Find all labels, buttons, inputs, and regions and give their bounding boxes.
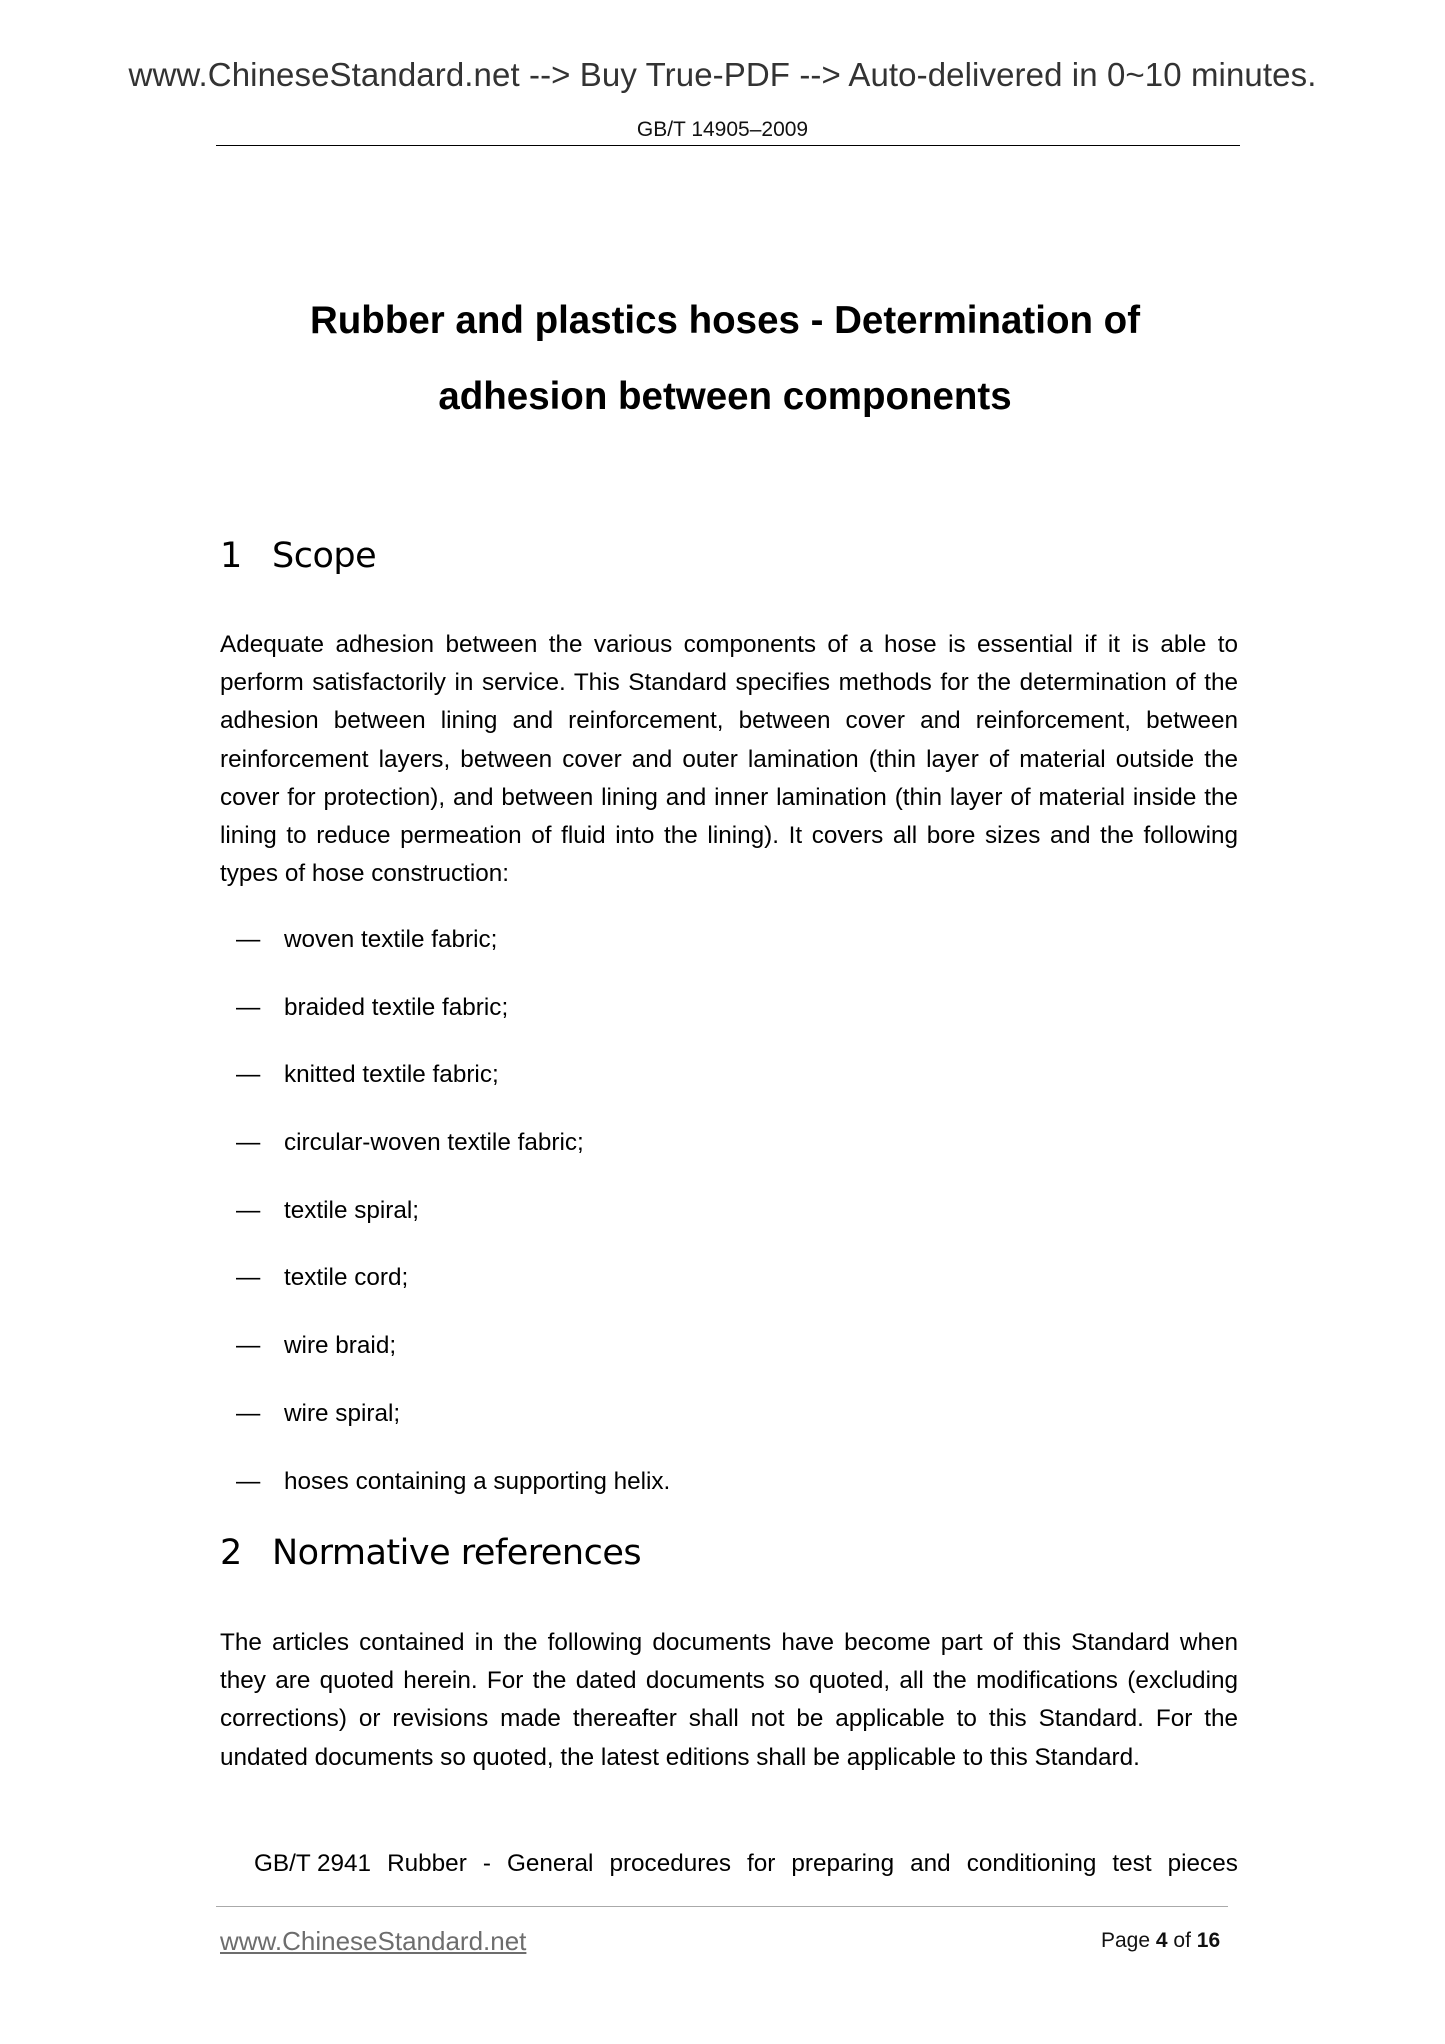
reference-word: General <box>506 1850 594 1877</box>
section-heading-normative-references <box>220 1533 641 1573</box>
dash-bullet: — <box>236 1467 261 1495</box>
reference-word: test <box>1112 1850 1152 1877</box>
reference-code: GB/T 2941 <box>254 1850 372 1877</box>
dash-bullet: — <box>236 993 261 1021</box>
reference-word: - <box>482 1850 491 1877</box>
total-pages: 16 <box>1196 1929 1221 1952</box>
header-divider <box>216 145 1240 146</box>
reference-word: preparing <box>791 1850 895 1877</box>
dash-bullet: — <box>236 1061 261 1089</box>
top-banner: www.ChineseStandard.net --> Buy True-PDF --> Auto-delivered in 0~10 minutes. <box>128 56 1317 93</box>
page-number: Page 4 of 16 <box>1101 1929 1221 1952</box>
dash-bullet: — <box>236 1264 261 1292</box>
dash-bullet: — <box>236 926 261 953</box>
dash-bullet: — <box>236 1399 261 1427</box>
normative-reference-gbt-2941 <box>254 1845 1238 1883</box>
section-title: Scope <box>272 536 377 576</box>
dash-bullet: — <box>236 1332 261 1360</box>
reference-word: and <box>910 1850 951 1877</box>
reference-word: Rubber <box>387 1850 467 1877</box>
document-title-line-1: Rubber and plastics hoses - Determination of <box>309 299 1141 342</box>
section-title: Normative references <box>272 1533 642 1573</box>
dash-bullet: — <box>236 1196 261 1224</box>
scope-paragraph: Adequate adhesion between the various components of a hose is essential if it is able to perform satisfactorily in service. This Standard specifies methods for the determination of the adhesion between lining and reinforcement, between cover and reinforcement, between reinforcement layers, between cover and outer lamination (thin layer of material outside the cover for protection), and between lining and inner lamination (thin layer of material inside the lining to reduce permeation of fluid into the lining). It covers all bore sizes and the following types of hose construction: <box>220 631 1238 888</box>
footer-divider <box>216 1906 1228 1907</box>
standard-code: GB/T 14905–2009 <box>636 118 809 141</box>
section-number: 2 <box>220 1533 242 1573</box>
section-heading-scope <box>220 536 376 576</box>
footer-website-link[interactable]: www.ChineseStandard.net <box>220 1926 527 1956</box>
reference-word: pieces <box>1167 1850 1238 1877</box>
reference-word: for <box>747 1850 776 1877</box>
dash-bullet: — <box>236 1129 261 1157</box>
normative-paragraph: The articles contained in the following documents have become part of this Standard when they are quoted herein. For the dated documents so quoted, all the modifications (excluding corrections) or revisions made thereafter shall not be applicable to this Standard. For the undated documents so quoted, the latest editions shall be applicable to this Standard. <box>220 1629 1238 1771</box>
document-title-line-2: adhesion between components <box>438 375 1012 418</box>
reference-word: procedures <box>609 1850 731 1877</box>
reference-word: conditioning <box>966 1850 1097 1877</box>
section-number: 1 <box>220 536 242 576</box>
current-page: 4 <box>1155 1929 1168 1952</box>
